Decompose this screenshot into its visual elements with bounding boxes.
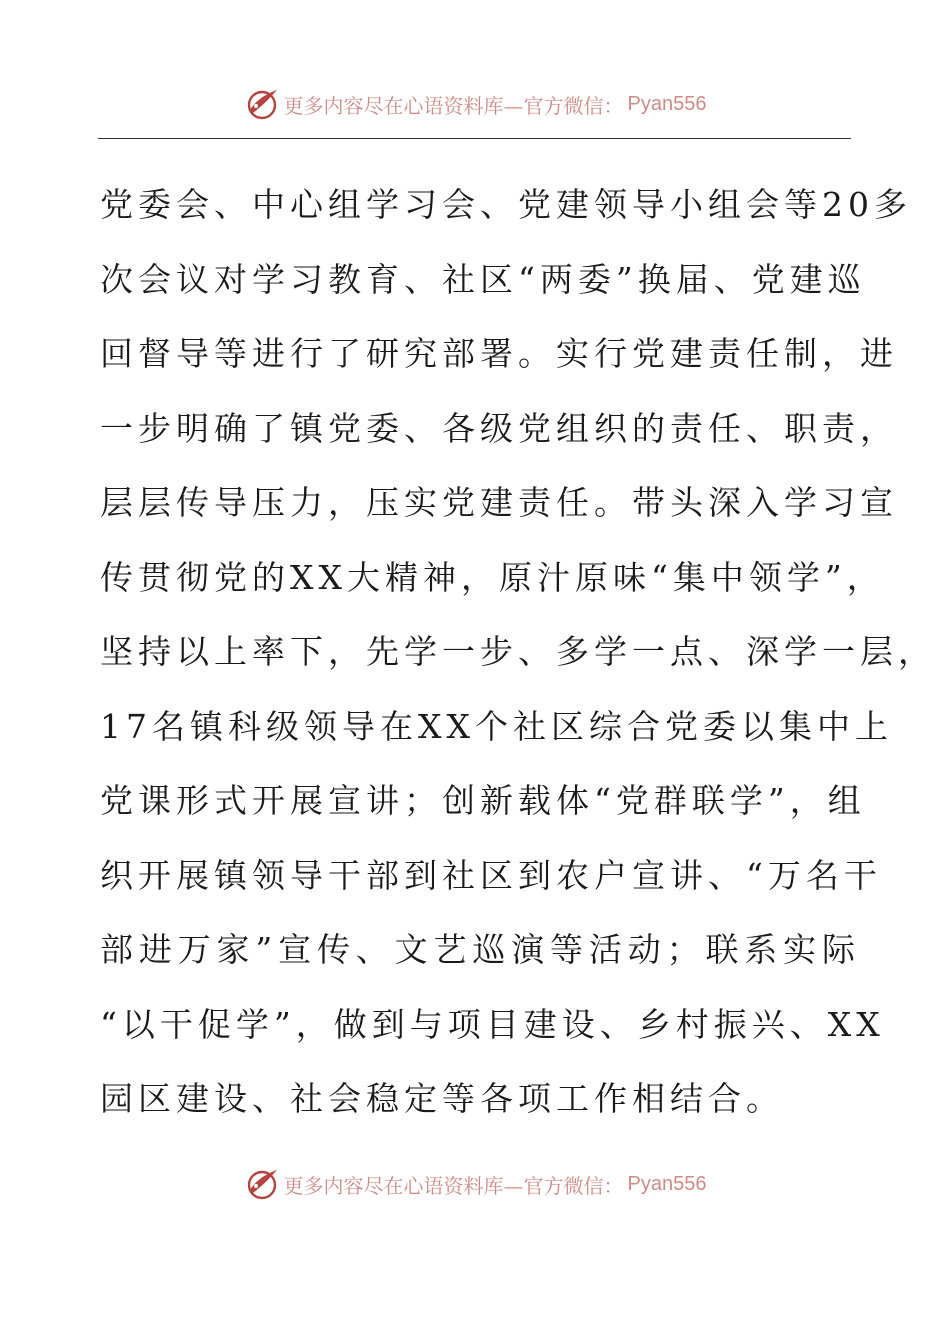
watermark-text: 更多内容尽在心语资料库—官方微信： [283, 1173, 624, 1198]
body-line: 17名镇科级领导在XX个社区综合党委以集中上 [100, 706, 893, 746]
quill-logo-icon [244, 86, 280, 122]
body-line: 党委会、中心组学习会、党建领导小组会等20多 [100, 185, 912, 224]
quill-logo-icon [244, 1166, 280, 1202]
body-line: 次会议对学习教育、社区“两委”换届、党建巡 [100, 259, 866, 299]
header-divider [98, 138, 851, 139]
footer-watermark [0, 1162, 950, 1206]
watermark-text: 更多内容尽在心语资料库—官方微信： [283, 93, 624, 118]
body-line: 部进万家”宣传、文艺巡演等活动；联系实际 [100, 930, 860, 969]
header-watermark [0, 82, 950, 126]
body-line: 一步明确了镇党委、各级党组织的责任、职责， [100, 408, 898, 448]
body-line: “以干促学”，做到与项目建设、乡村振兴、XX [100, 1004, 885, 1044]
body-line: 层层传导压力，压实党建责任。带头深入学习宣 [100, 483, 898, 522]
document-body [100, 168, 936, 1137]
watermark-wechat-id: Pyan556 [627, 1172, 707, 1195]
body-line: 织开展镇领导干部到社区到农户宣讲、“万名干 [100, 855, 882, 895]
body-line: 园区建设、社会稳定等各项工作相结合。 [100, 1079, 784, 1118]
body-line: 回督导等进行了研究部署。实行党建责任制，进 [100, 334, 898, 373]
body-line: 传贯彻党的XX大精神，原汁原味“集中领学”， [100, 557, 885, 597]
body-line: 党课形式开展宣讲；创新载体“党群联学”，组 [100, 781, 866, 820]
body-line: 坚持以上率下，先学一步、多学一点、深学一层， [100, 632, 936, 671]
watermark-wechat-id: Pyan556 [627, 92, 707, 115]
